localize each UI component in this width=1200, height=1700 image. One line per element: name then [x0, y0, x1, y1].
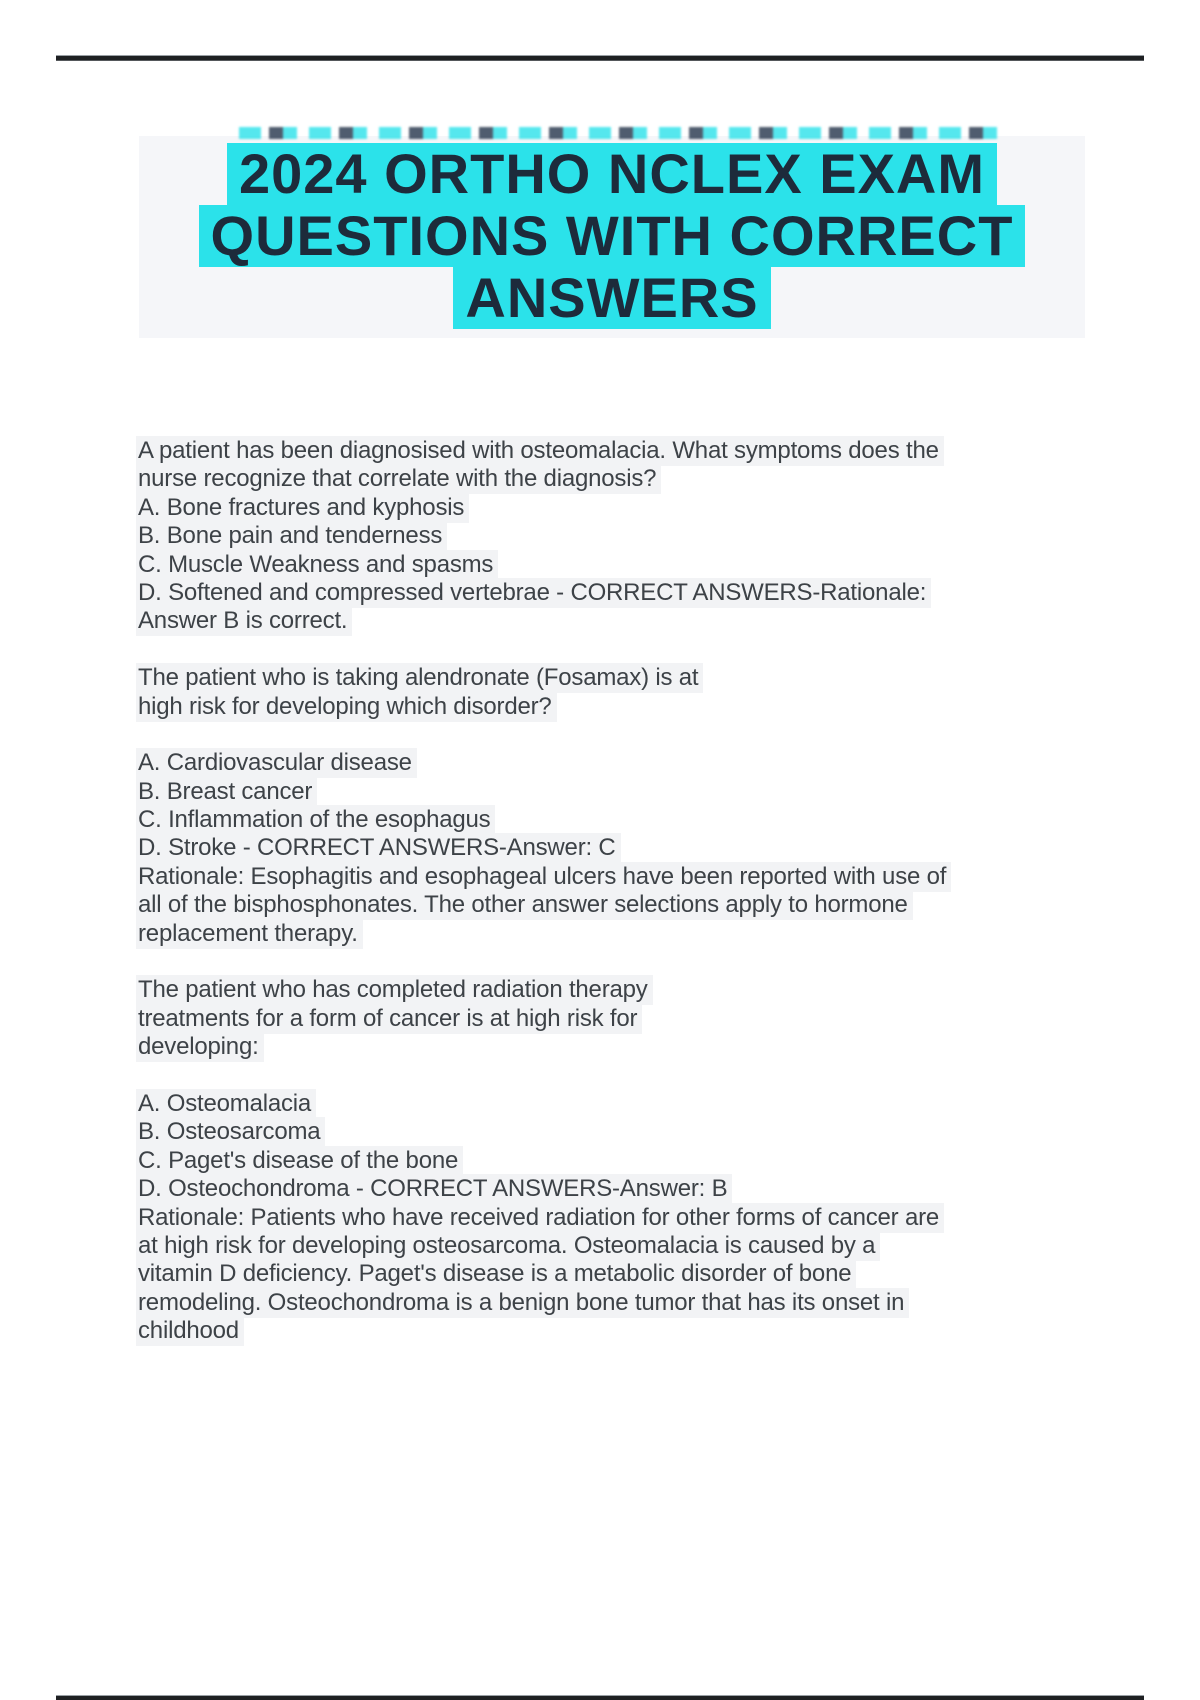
text-line: all of the bisphosphonates. The other answer selections apply to hormone — [138, 891, 1088, 919]
text-line: A. Bone fractures and kyphosis — [138, 494, 1088, 522]
title-line-1 — [139, 143, 1085, 205]
text-line: Answer B is correct. — [138, 607, 1088, 635]
text-line: A. Cardiovascular disease — [138, 749, 1088, 777]
blank-line — [138, 1062, 1088, 1090]
text-line: at high risk for developing osteosarcoma. Osteomalacia is caused by a — [138, 1232, 1088, 1260]
text-line: Rationale: Patients who have received radiation for other forms of cancer are — [138, 1204, 1088, 1232]
text-line: vitamin D deficiency. Paget's disease is a metabolic disorder of bone — [138, 1260, 1088, 1288]
question-text-block — [138, 437, 1088, 1346]
text-line: C. Inflammation of the esophagus — [138, 806, 1088, 834]
text-line: D. Stroke - CORRECT ANSWERS-Answer: C — [138, 834, 1088, 862]
title-line-3 — [139, 267, 1085, 329]
text-line: developing: — [138, 1033, 1088, 1061]
text-line: replacement therapy. — [138, 920, 1088, 948]
text-line: The patient who has completed radiation therapy — [138, 976, 1088, 1004]
text-line: A patient has been diagnosised with osteomalacia. What symptoms does the — [138, 437, 1088, 465]
text-line: treatments for a form of cancer is at high risk for — [138, 1005, 1088, 1033]
title-line-1-text: 2024 ORTHO NCLEX EXAM — [227, 143, 997, 205]
text-line: childhood — [138, 1317, 1088, 1345]
text-line: D. Softened and compressed vertebrae - CORRECT ANSWERS-Rationale: — [138, 579, 1088, 607]
text-line: C. Paget's disease of the bone — [138, 1147, 1088, 1175]
document-title — [139, 143, 1085, 329]
text-line: B. Bone pain and tenderness — [138, 522, 1088, 550]
text-line: nurse recognize that correlate with the diagnosis? — [138, 465, 1088, 493]
title-line-2 — [139, 205, 1085, 267]
blank-line — [138, 948, 1088, 976]
footer-rule — [56, 1695, 1144, 1700]
text-line: C. Muscle Weakness and spasms — [138, 551, 1088, 579]
text-line: remodeling. Osteochondroma is a benign bone tumor that has its onset in — [138, 1289, 1088, 1317]
text-line: The patient who is taking alendronate (Fosamax) is at — [138, 664, 1088, 692]
title-image — [139, 136, 1085, 338]
blank-line — [138, 636, 1088, 664]
text-line: D. Osteochondroma - CORRECT ANSWERS-Answer: B — [138, 1175, 1088, 1203]
blank-line — [138, 721, 1088, 749]
cropped-text-artifact — [239, 127, 1009, 139]
header-rule — [56, 55, 1144, 61]
title-line-3-text: ANSWERS — [453, 267, 770, 329]
title-line-2-text: QUESTIONS WITH CORRECT — [199, 205, 1026, 267]
text-line: B. Breast cancer — [138, 778, 1088, 806]
text-line: B. Osteosarcoma — [138, 1118, 1088, 1146]
text-line: high risk for developing which disorder? — [138, 693, 1088, 721]
text-line: Rationale: Esophagitis and esophageal ulcers have been reported with use of — [138, 863, 1088, 891]
text-line: A. Osteomalacia — [138, 1090, 1088, 1118]
